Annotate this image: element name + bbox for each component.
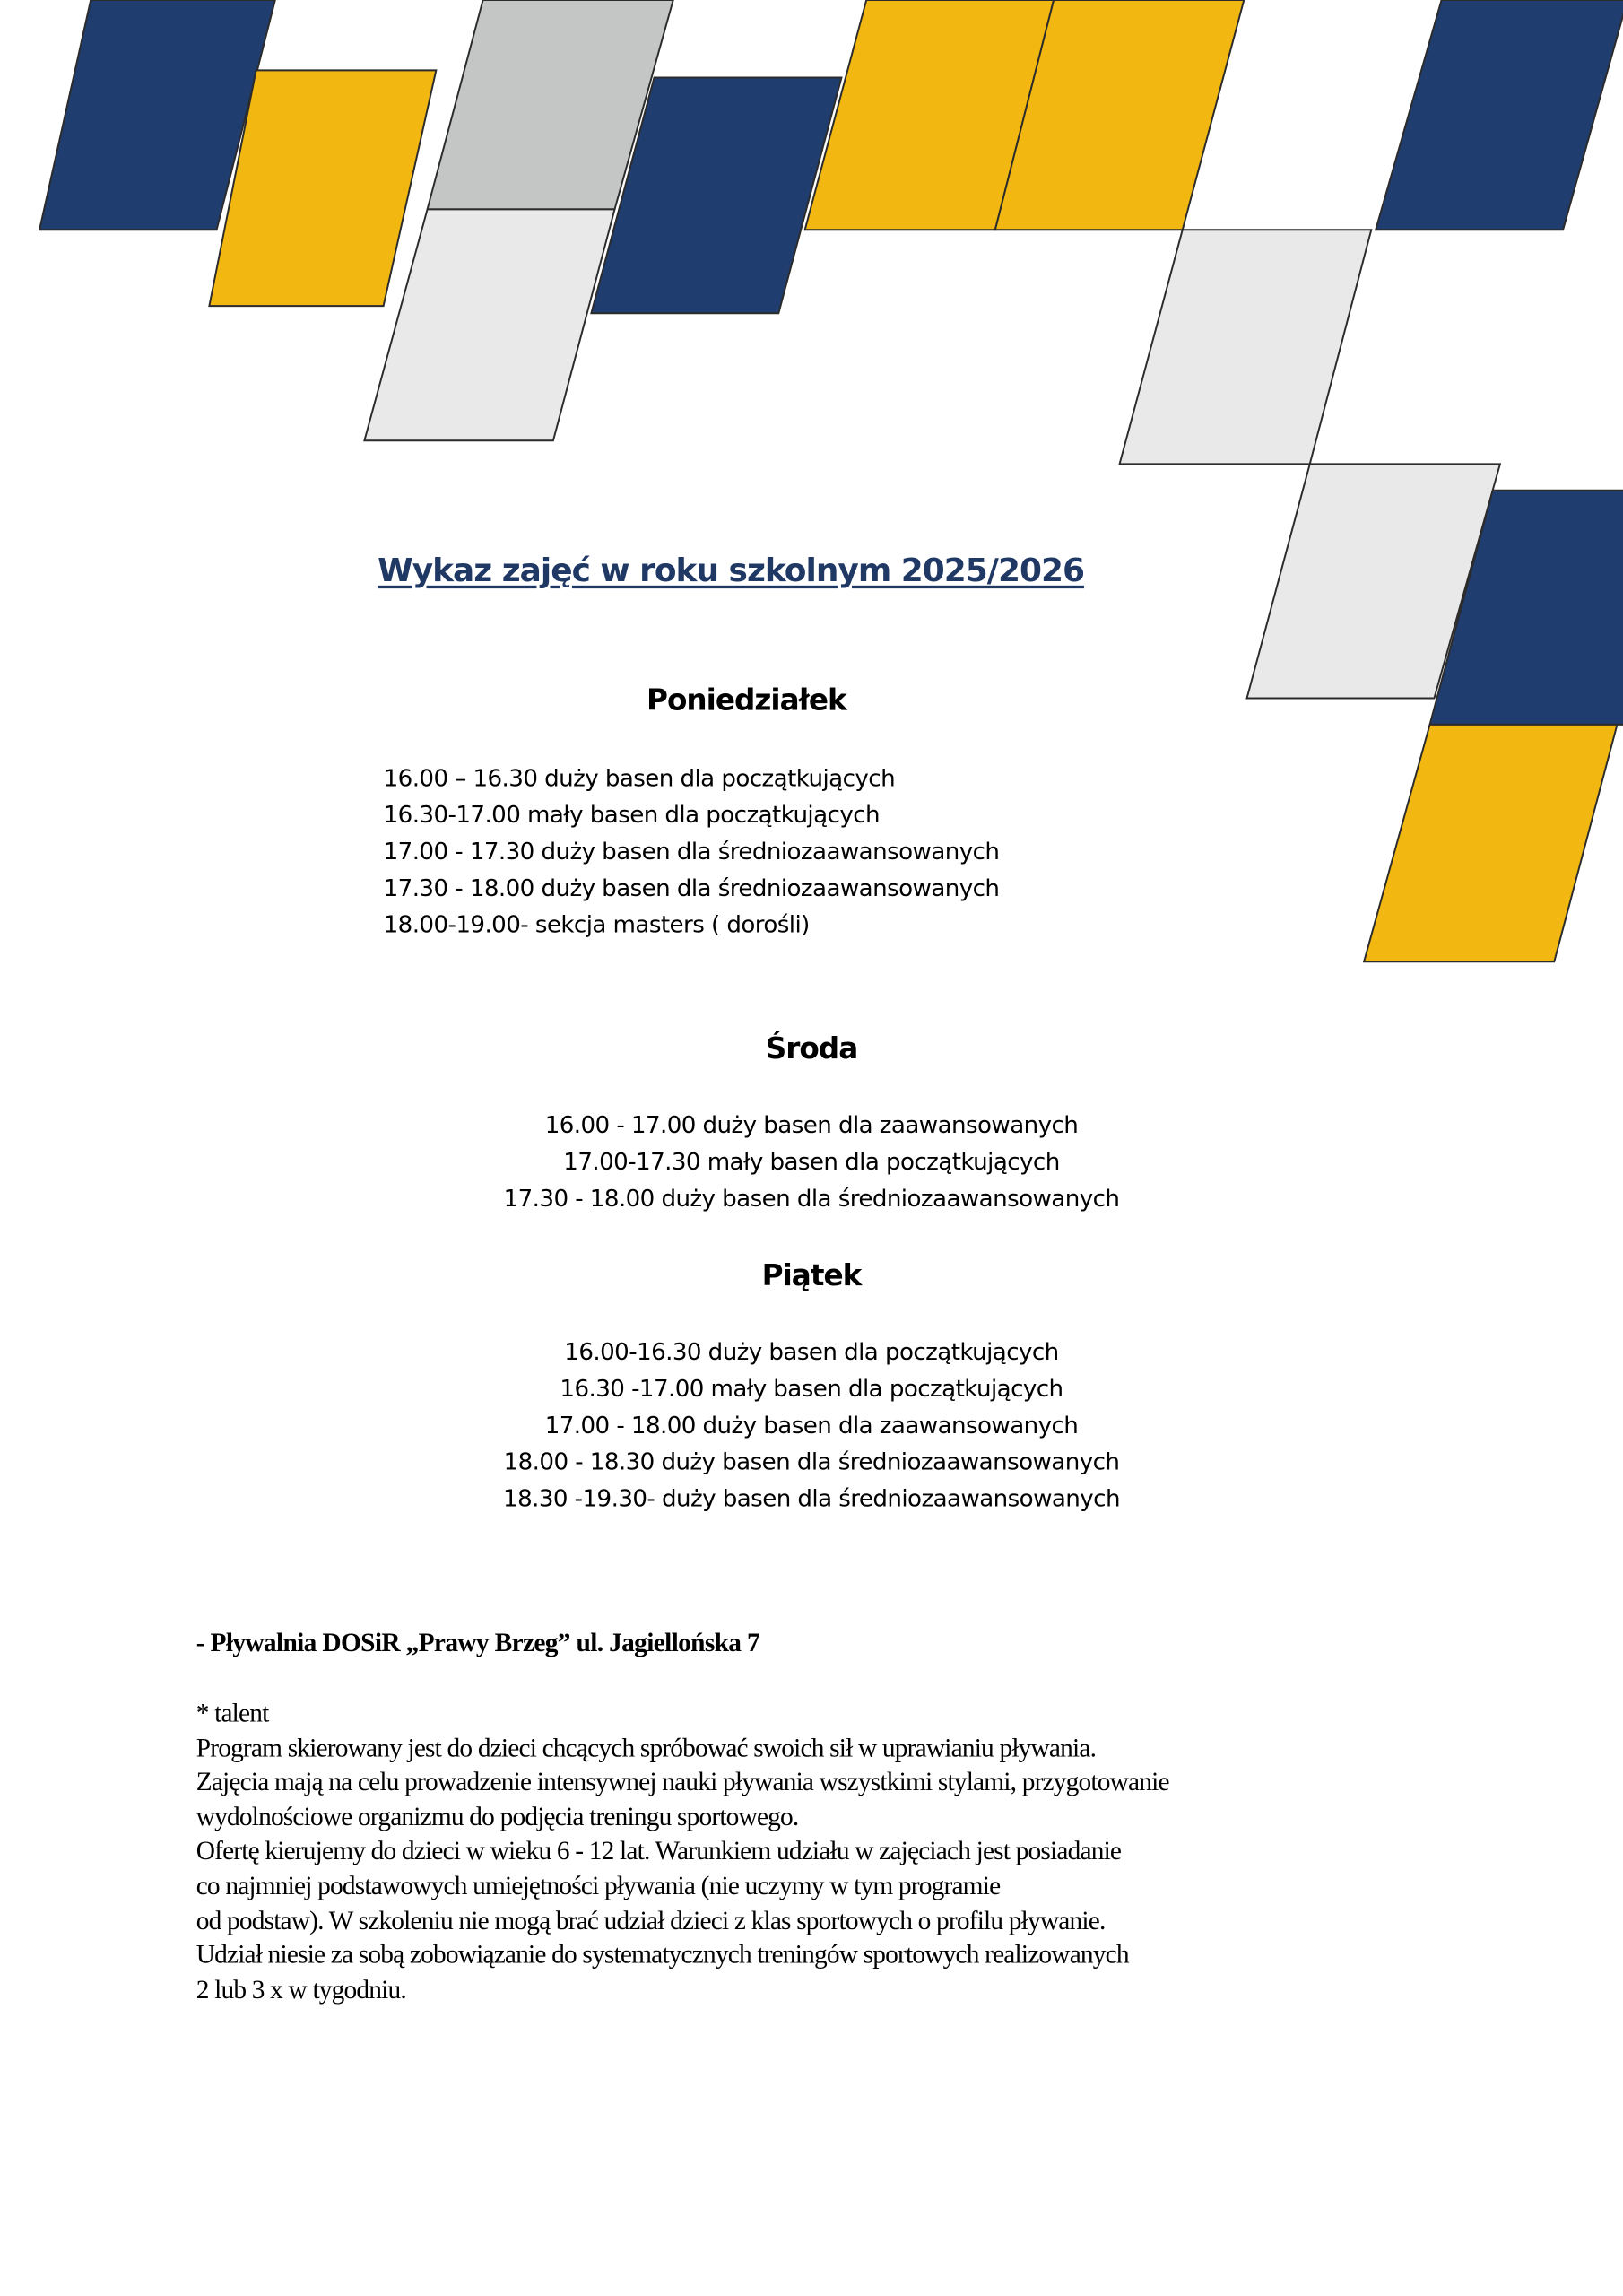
schedule-slot: 16.00 - 17.00 duży basen dla zaawansowanych <box>544 1110 1079 1139</box>
description-line: Udział niesie za sobą zobowiązanie do systematycznych treningów sportowych realizowanych <box>195 1939 1129 1970</box>
schedule-slot: 16.00-16.30 duży basen dla początkujących <box>564 1337 1059 1366</box>
day-heading-monday: Poniedziałek <box>647 682 846 718</box>
description-line: Program skierowany jest do dzieci chcących spróbować swoich sił w uprawianiu pływania. <box>195 1732 1097 1762</box>
venue-heading: - Pływalnia DOSiR „Prawy Brzeg” ul. Jagiellońska 7 <box>195 1627 760 1657</box>
program-description <box>196 1697 1169 2008</box>
description-line: od podstaw). W szkoleniu nie mogą brać udział dzieci z klas sportowych o profilu pływanie. <box>195 1905 1106 1935</box>
schedule-slot: 17.30 - 18.00 duży basen dla średniozaawansowanych <box>503 1184 1120 1213</box>
schedule-slot: 17.00-17.30 mały basen dla początkujących <box>563 1147 1060 1176</box>
schedule-slot: 17.00 - 17.30 duży basen dla średniozaawansowanych <box>383 837 1000 865</box>
schedule-slot: 16.30 -17.00 mały basen dla początkujących <box>560 1374 1063 1403</box>
schedule-slot: 17.00 - 18.00 duży basen dla zaawansowanych <box>544 1411 1079 1439</box>
description-line: wydolnościowe organizmu do podjęcia treningu sportowego. <box>195 1801 799 1831</box>
description-line: Zajęcia mają na celu prowadzenie intensywnej nauki pływania wszystkimi stylami, przygotowanie <box>195 1767 1169 1796</box>
schedule-slot: 18.00 - 18.30 duży basen dla średniozaawansowanych <box>503 1448 1120 1476</box>
schedule-slot: 16.30-17.00 mały basen dla początkujących <box>383 800 880 829</box>
schedule-friday <box>0 1334 1623 1517</box>
light-grey-parallelogram-1 <box>364 209 614 440</box>
description-line: * talent <box>195 1698 269 1727</box>
yellow-parallelogram-4 <box>1364 725 1617 961</box>
schedule-slot: 16.00 – 16.30 duży basen dla początkujących <box>383 763 896 792</box>
day-heading-friday: Piątek <box>761 1257 862 1293</box>
description-line: Ofertę kierujemy do dzieci w wieku 6 - 12 lat. Warunkiem udziału w zajęciach jest posiadanie <box>195 1836 1122 1866</box>
description-line: 2 lub 3 x w tygodniu. <box>195 1974 406 2004</box>
schedule-slot: 17.30 - 18.00 duży basen dla średniozaawansowanych <box>383 874 1000 902</box>
light-grey-parallelogram-2 <box>1120 230 1372 464</box>
schedule-slot: 18.30 -19.30- duży basen dla średniozaawansowanych <box>503 1483 1120 1512</box>
schedule-monday <box>384 760 1000 943</box>
schedule-slot: 18.00-19.00- sekcja masters ( dorośli) <box>383 910 810 939</box>
description-line: co najmniej podstawowych umiejętności pływania (nie uczymy w tym programie <box>195 1870 1001 1900</box>
schedule-wednesday <box>0 1107 1623 1216</box>
page-title: Wykaz zajęć w roku szkolnym 2025/2026 <box>378 552 1084 590</box>
navy-parallelogram-3 <box>1376 0 1623 230</box>
day-heading-wednesday: Środa <box>765 1030 858 1066</box>
